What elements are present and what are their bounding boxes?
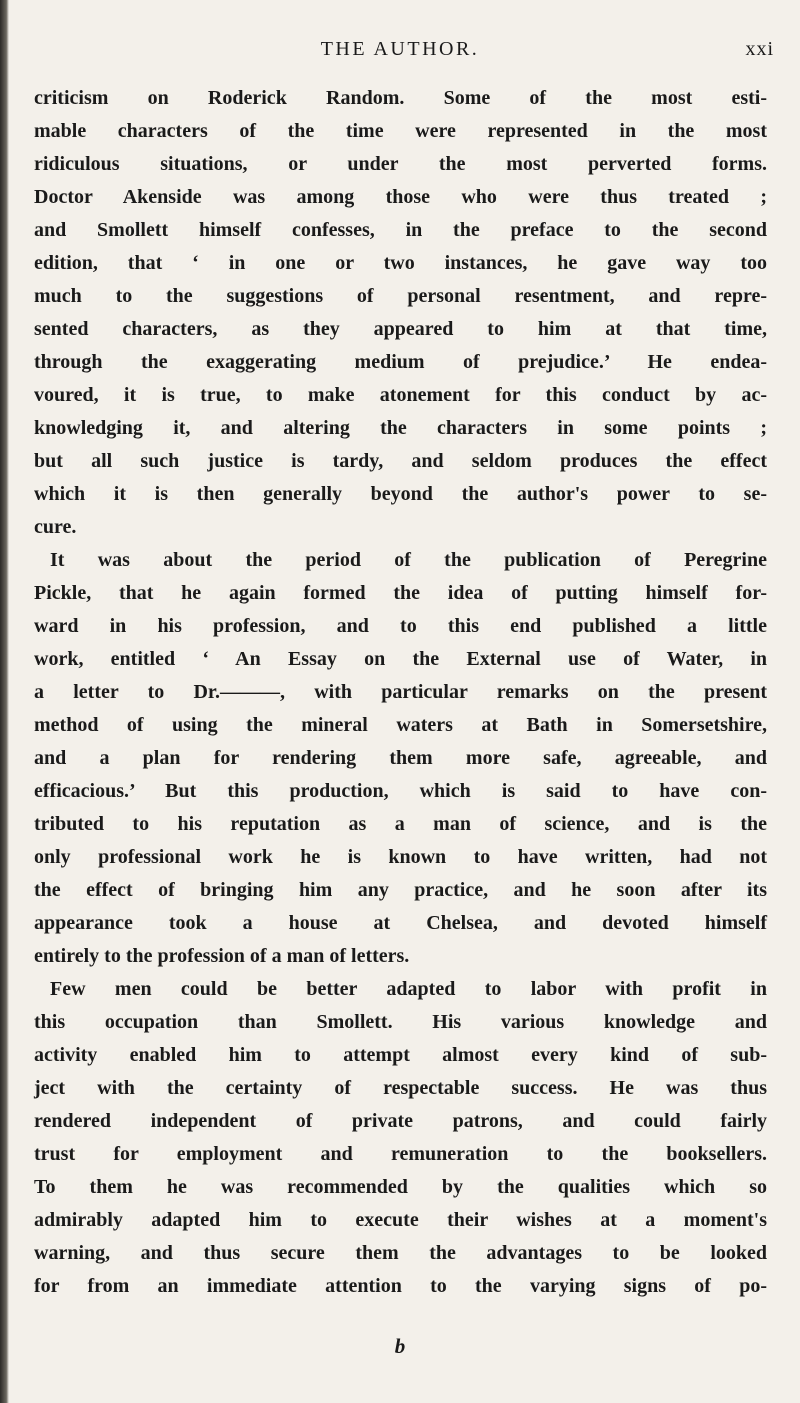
- text-line: but all such justice is tardy, and seldom produces the effect: [34, 450, 767, 472]
- text-line: voured, it is true, to make atonement for this conduct by ac-: [34, 384, 767, 406]
- text-line: sented characters, as they appeared to him at that time,: [34, 318, 767, 340]
- text-line: the effect of bringing him any practice, and he soon after its: [34, 879, 767, 901]
- paragraph-start-line: It was about the period of the publication of Peregrine: [50, 549, 767, 571]
- signature-mark: b: [394, 1334, 406, 1358]
- running-head: [0, 38, 800, 68]
- text-line: a letter to Dr.———, with particular remarks on the present: [34, 681, 767, 703]
- text-line: Pickle, that he again formed the idea of putting himself for-: [34, 582, 767, 604]
- text-line: To them he was recommended by the qualities which so: [34, 1176, 767, 1198]
- text-line: ject with the certainty of respectable success. He was thus: [34, 1077, 767, 1099]
- text-line: activity enabled him to attempt almost every kind of sub-: [34, 1044, 767, 1066]
- text-line: tributed to his reputation as a man of science, and is the: [34, 813, 767, 835]
- page-number: xxi: [745, 38, 774, 60]
- paragraph-start-line: Few men could be better adapted to labor with profit in: [50, 978, 767, 1000]
- text-line: admirably adapted him to execute their wishes at a moment's: [34, 1209, 767, 1231]
- text-line: ward in his profession, and to this end published a little: [34, 615, 767, 637]
- text-line: criticism on Roderick Random. Some of the most esti-: [34, 87, 767, 109]
- text-line: and a plan for rendering them more safe, agreeable, and: [34, 747, 767, 769]
- text-line: which it is then generally beyond the author's power to se-: [34, 483, 767, 505]
- running-title: THE AUTHOR.: [320, 38, 480, 60]
- text-line: cure.: [34, 516, 77, 538]
- text-line: much to the suggestions of personal resentment, and repre-: [34, 285, 767, 307]
- text-line: Doctor Akenside was among those who were thus treated ;: [34, 186, 767, 208]
- text-line: efficacious.’ But this production, which is said to have con-: [34, 780, 767, 802]
- text-line: rendered independent of private patrons, and could fairly: [34, 1110, 767, 1132]
- text-line: entirely to the profession of a man of letters.: [34, 945, 410, 967]
- text-line: knowledging it, and altering the characters in some points ;: [34, 417, 767, 439]
- text-line: mable characters of the time were represented in the most: [34, 120, 767, 142]
- text-line: method of using the mineral waters at Bath in Somersetshire,: [34, 714, 767, 736]
- text-line: for from an immediate attention to the varying signs of po-: [34, 1275, 767, 1297]
- text-line: this occupation than Smollett. His various knowledge and: [34, 1011, 767, 1033]
- text-line: edition, that ‘ in one or two instances, he gave way too: [34, 252, 767, 274]
- text-line: work, entitled ‘ An Essay on the External use of Water, in: [34, 648, 767, 670]
- text-line: trust for employment and remuneration to the booksellers.: [34, 1143, 767, 1165]
- text-line: warning, and thus secure them the advantages to be looked: [34, 1242, 767, 1264]
- binding-edge: [0, 0, 9, 1403]
- text-line: appearance took a house at Chelsea, and devoted himself: [34, 912, 767, 934]
- text-line: and Smollett himself confesses, in the preface to the second: [34, 219, 767, 241]
- text-line: ridiculous situations, or under the most perverted forms.: [34, 153, 767, 175]
- text-line: only professional work he is known to have written, had not: [34, 846, 767, 868]
- text-line: through the exaggerating medium of prejudice.’ He endea-: [34, 351, 767, 373]
